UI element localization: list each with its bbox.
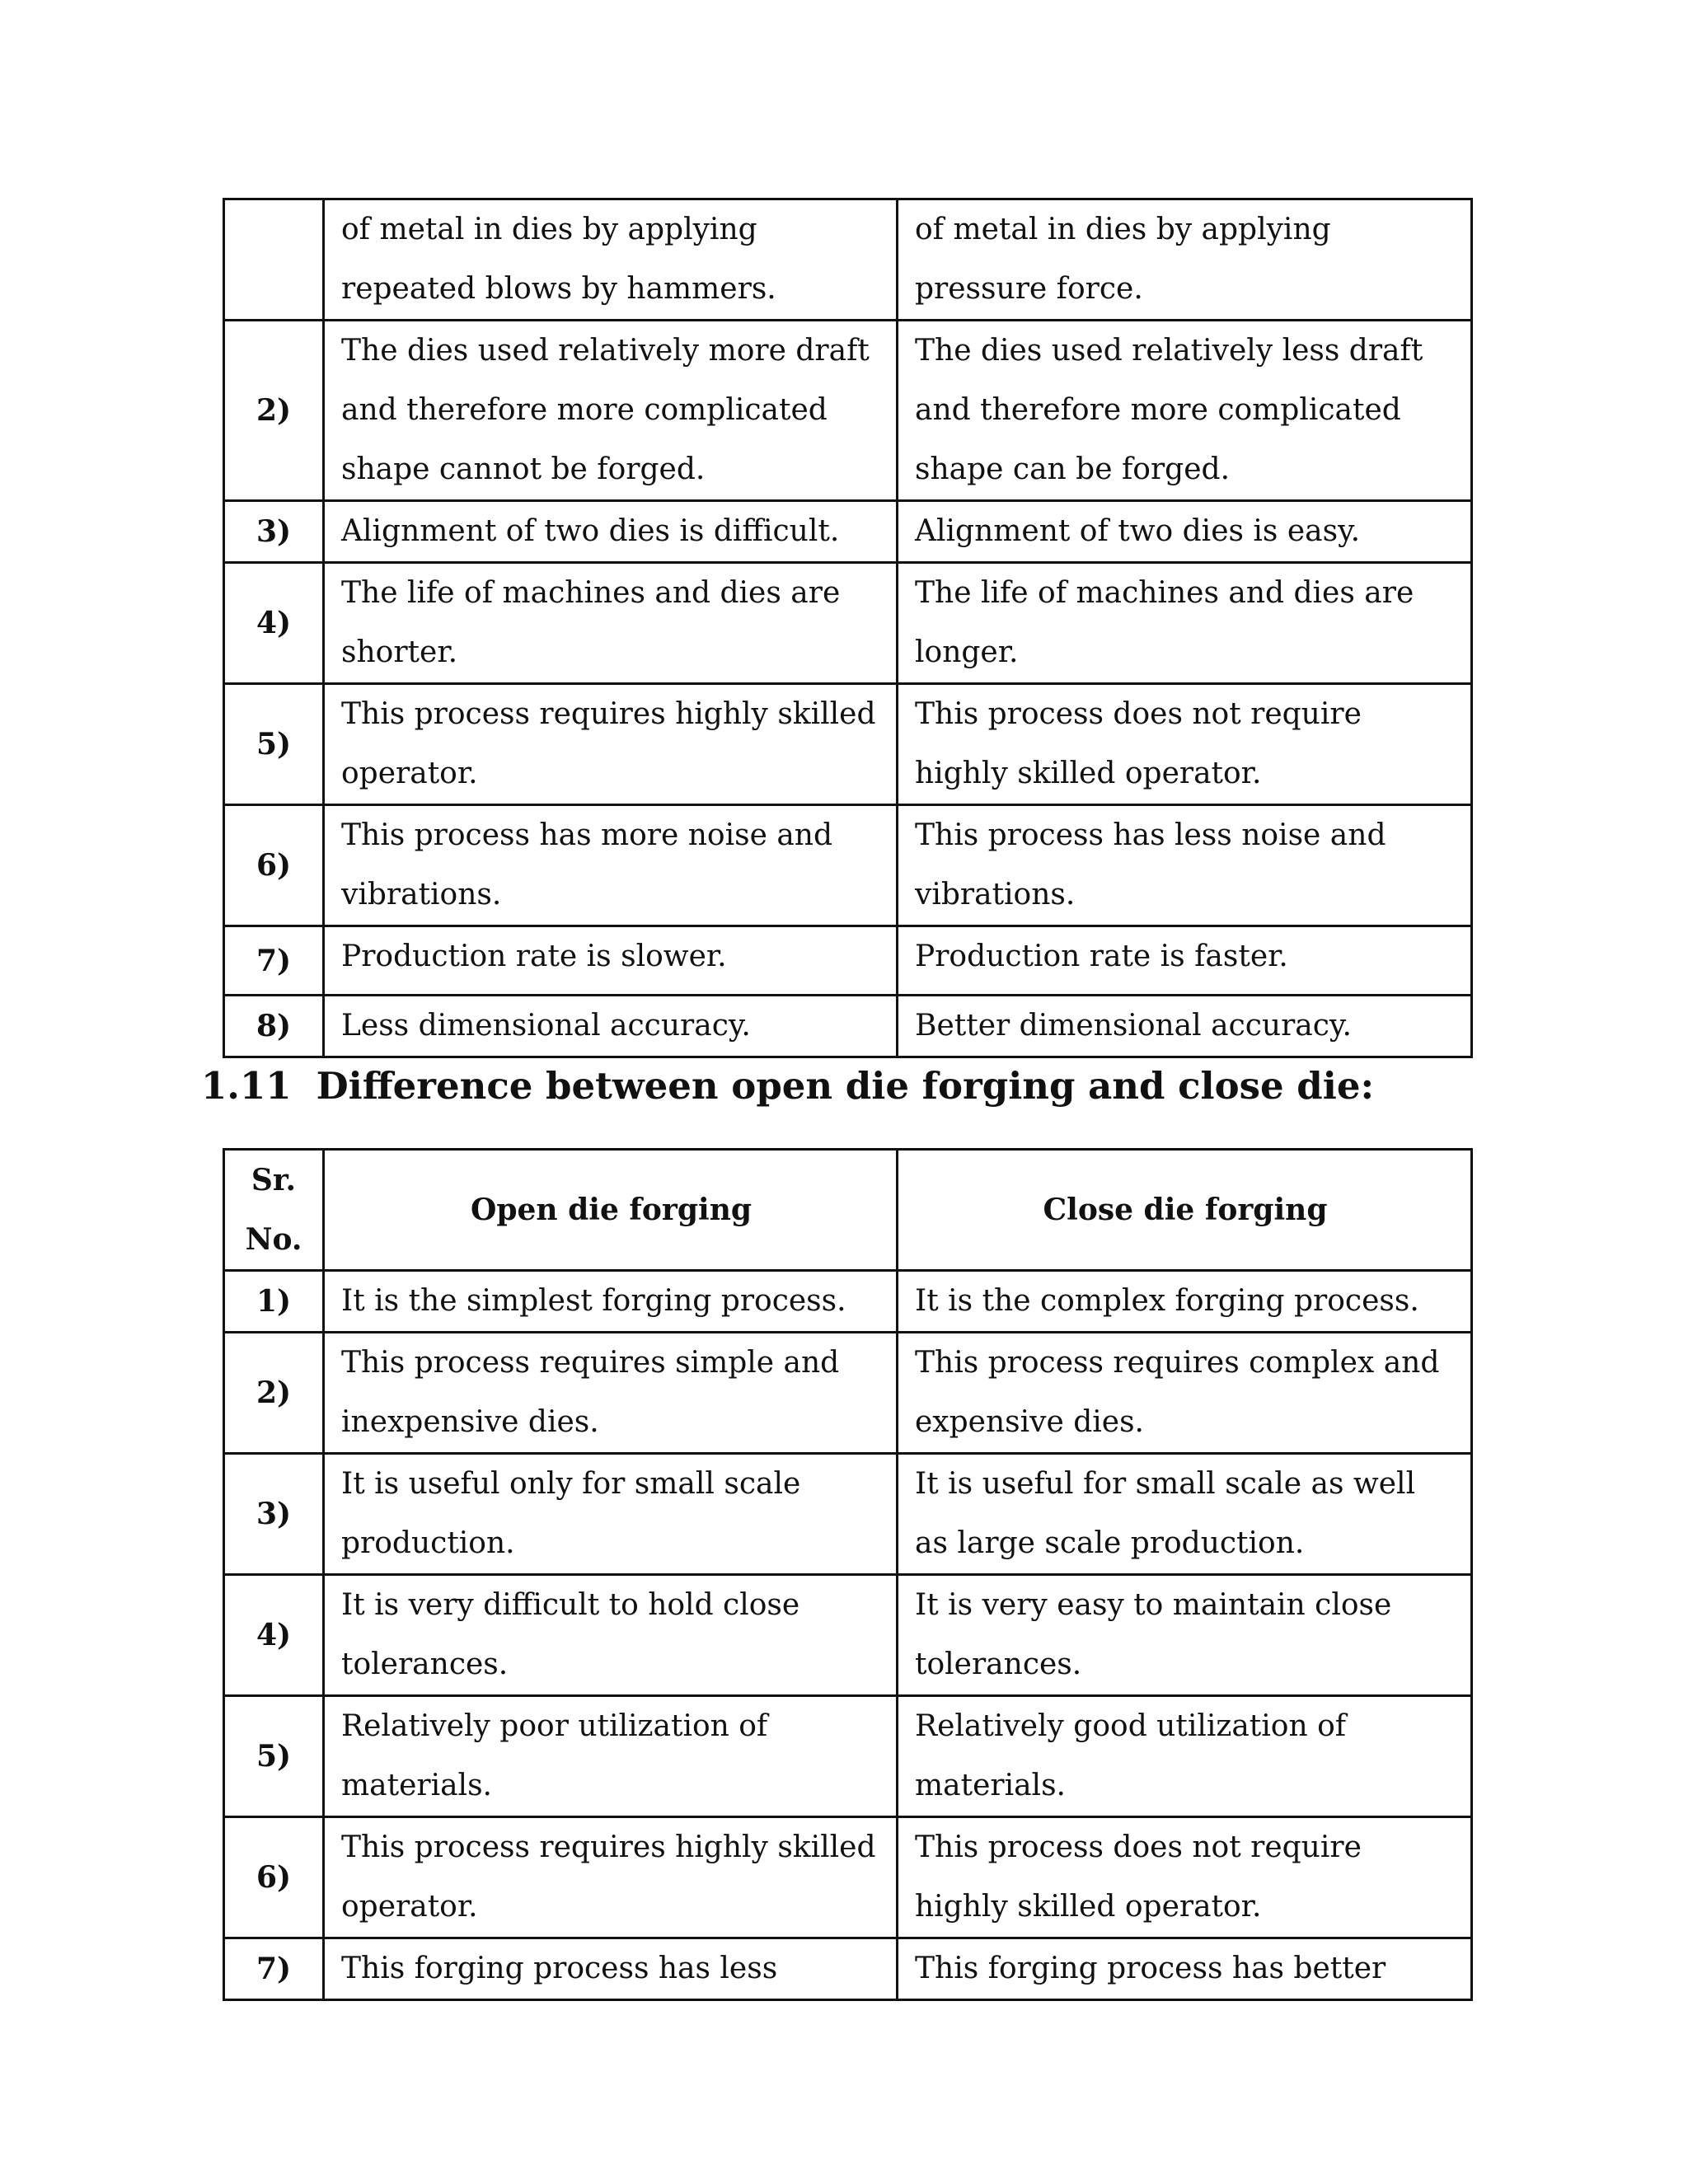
comparison-table-continued [223,198,1473,1058]
table-row [224,805,1472,926]
left-column-cell: The life of machines and dies are shorter. [324,563,898,684]
right-column-cell: of metal in dies by applying pressure force. [898,199,1472,321]
right-column-cell: It is very easy to maintain close tolerances. [898,1575,1472,1696]
table-row [224,321,1472,501]
table-row [224,1333,1472,1454]
sr-number-cell: 4) [224,563,324,684]
right-column-cell: This process requires complex and expensive dies. [898,1333,1472,1454]
table-row [224,1575,1472,1696]
sr-number-cell: 5) [224,684,324,805]
left-column-cell: This process requires highly skilled operator. [324,1817,898,1938]
sr-number-cell: 2) [224,321,324,501]
right-column-cell: The life of machines and dies are longer. [898,563,1472,684]
left-column-cell: This forging process has less [324,1938,898,2000]
sr-number-cell: 3) [224,1454,324,1575]
left-column-cell: Alignment of two dies is difficult. [324,501,898,563]
right-column-cell: Production rate is faster. [898,926,1472,996]
sr-number-cell: 6) [224,805,324,926]
left-column-cell: of metal in dies by applying repeated blows by hammers. [324,199,898,321]
sr-line-1: Sr. [251,1163,297,1197]
sr-line-2: No. [245,1222,302,1257]
sr-number-cell [224,199,324,321]
sr-number-cell: 4) [224,1575,324,1696]
right-column-cell: The dies used relatively less draft and therefore more complicated shape can be forged. [898,321,1472,501]
right-column-cell: This process has less noise and vibrations. [898,805,1472,926]
sr-number-cell: 2) [224,1333,324,1454]
sr-number-cell: 7) [224,926,324,996]
section-heading [201,1060,1374,1113]
left-column-cell: It is very difficult to hold close tolerances. [324,1575,898,1696]
right-column-cell: This process does not require highly skilled operator. [898,684,1472,805]
left-column-cell: Relatively poor utilization of materials. [324,1696,898,1817]
sr-number-cell: 8) [224,996,324,1057]
table-header-row [224,1150,1472,1271]
left-column-cell: This process has more noise and vibrations. [324,805,898,926]
close-die-header: Close die forging [898,1150,1472,1271]
open-die-header: Open die forging [324,1150,898,1271]
table-row [224,1271,1472,1333]
table-row [224,1696,1472,1817]
table1-body [224,199,1472,1057]
sr-number-cell: 5) [224,1696,324,1817]
left-column-cell: This process requires simple and inexpensive dies. [324,1333,898,1454]
left-column-cell: It is the simplest forging process. [324,1271,898,1333]
left-column-cell: This process requires highly skilled operator. [324,684,898,805]
table-row [224,996,1472,1057]
right-column-cell: It is useful for small scale as well as large scale production. [898,1454,1472,1575]
right-column-cell: This process does not require highly skilled operator. [898,1817,1472,1938]
sr-number-cell: 3) [224,501,324,563]
table-row [224,199,1472,321]
sr-no-header [224,1150,324,1271]
sr-number-cell: 1) [224,1271,324,1333]
table-row [224,1454,1472,1575]
sr-number-cell: 6) [224,1817,324,1938]
left-column-cell: Less dimensional accuracy. [324,996,898,1057]
right-column-cell: It is the complex forging process. [898,1271,1472,1333]
table-row [224,1938,1472,2000]
right-column-cell: Alignment of two dies is easy. [898,501,1472,563]
section-title: Difference between open die forging and close die: [316,1064,1375,1108]
left-column-cell: It is useful only for small scale production. [324,1454,898,1575]
right-column-cell: Better dimensional accuracy. [898,996,1472,1057]
sr-number-cell: 7) [224,1938,324,2000]
left-column-cell: The dies used relatively more draft and therefore more complicated shape cannot be forged. [324,321,898,501]
table-row [224,1817,1472,1938]
table2-header [224,1150,1472,1271]
right-column-cell: Relatively good utilization of materials. [898,1696,1472,1817]
right-column-cell: This forging process has better [898,1938,1472,2000]
table2-body [224,1271,1472,2000]
table-row [224,501,1472,563]
left-column-cell: Production rate is slower. [324,926,898,996]
table-row [224,684,1472,805]
table-row [224,926,1472,996]
table-row [224,563,1472,684]
open-vs-close-die-table [223,1148,1473,2001]
section-number: 1.11 [201,1064,292,1108]
